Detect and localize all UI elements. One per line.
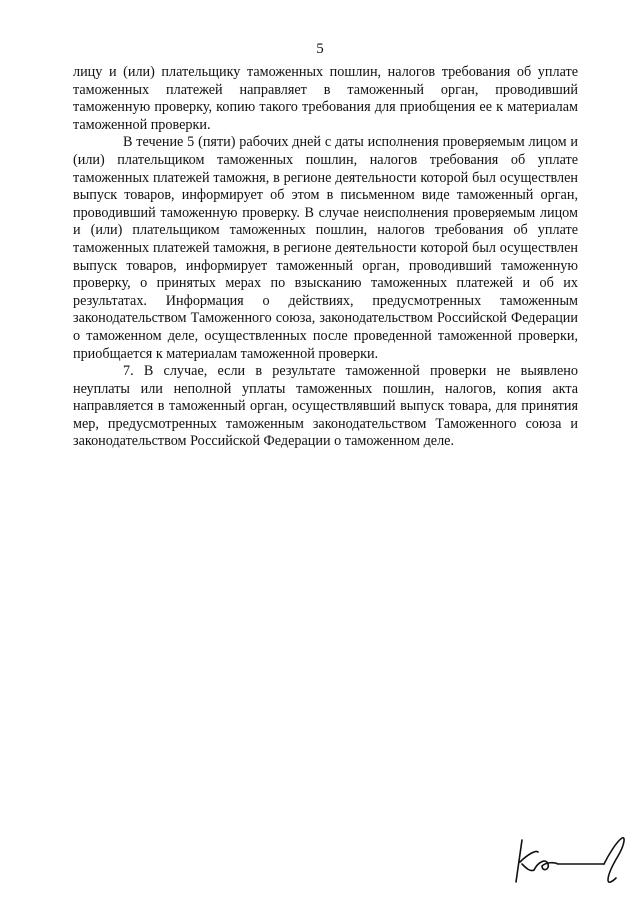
signature-stroke-tail (604, 838, 624, 882)
paragraph-continuation: лицу и (или) плательщику таможенных пошлин, налогов требования об уплате таможенных платежей направляет в таможенный орган, проводивший таможенную проверку, копию такого требования для приобщения ее к материалам таможенной проверки. (73, 64, 578, 133)
paragraph-execution-term: В течение 5 (пяти) рабочих дней с даты исполнения проверяемым лицом и (или) плательщиком таможенных пошлин, налогов требования об уплате таможенных платежей таможня, в регионе деятельности которой был осуществлен выпуск товаров, информирует об этом в письменном виде таможенный орган, проводивший таможенную проверку. В случае неисполнения проверяемым лицом и (или) плательщиком таможенных пошлин, налогов требования об уплате таможенных платежей таможня, в регионе деятельности которой был осуществлен выпуск товаров, информирует таможенный орган, проводивший таможенную проверку, о принятых мерах по взысканию таможенных платежей и об их результатах. Информация о действиях, предусмотренных таможенным законодательством Таможенного союза, законодательством Российской Федерации о таможенном деле, осуществленных после проведенной таможенной проверки, приобщается к материалам таможенной проверки. (73, 134, 578, 362)
page-number: 5 (316, 41, 324, 57)
signature-stroke-k (516, 840, 538, 882)
signature-mark (512, 832, 632, 892)
signature-strokes (516, 838, 624, 882)
document-body (73, 64, 578, 451)
paragraph-item-7: 7. В случае, если в результате таможенной проверки не выявлено неуплаты или неполной уплаты таможенных пошлин, налогов, копия акта направляется в таможенный орган, осуществлявший выпуск товара, для принятия мер, предусмотренных таможенным законодательством Таможенного союза и законодательством Российской Федерации о таможенном деле. (73, 363, 578, 450)
signature-stroke-loop (534, 861, 604, 870)
